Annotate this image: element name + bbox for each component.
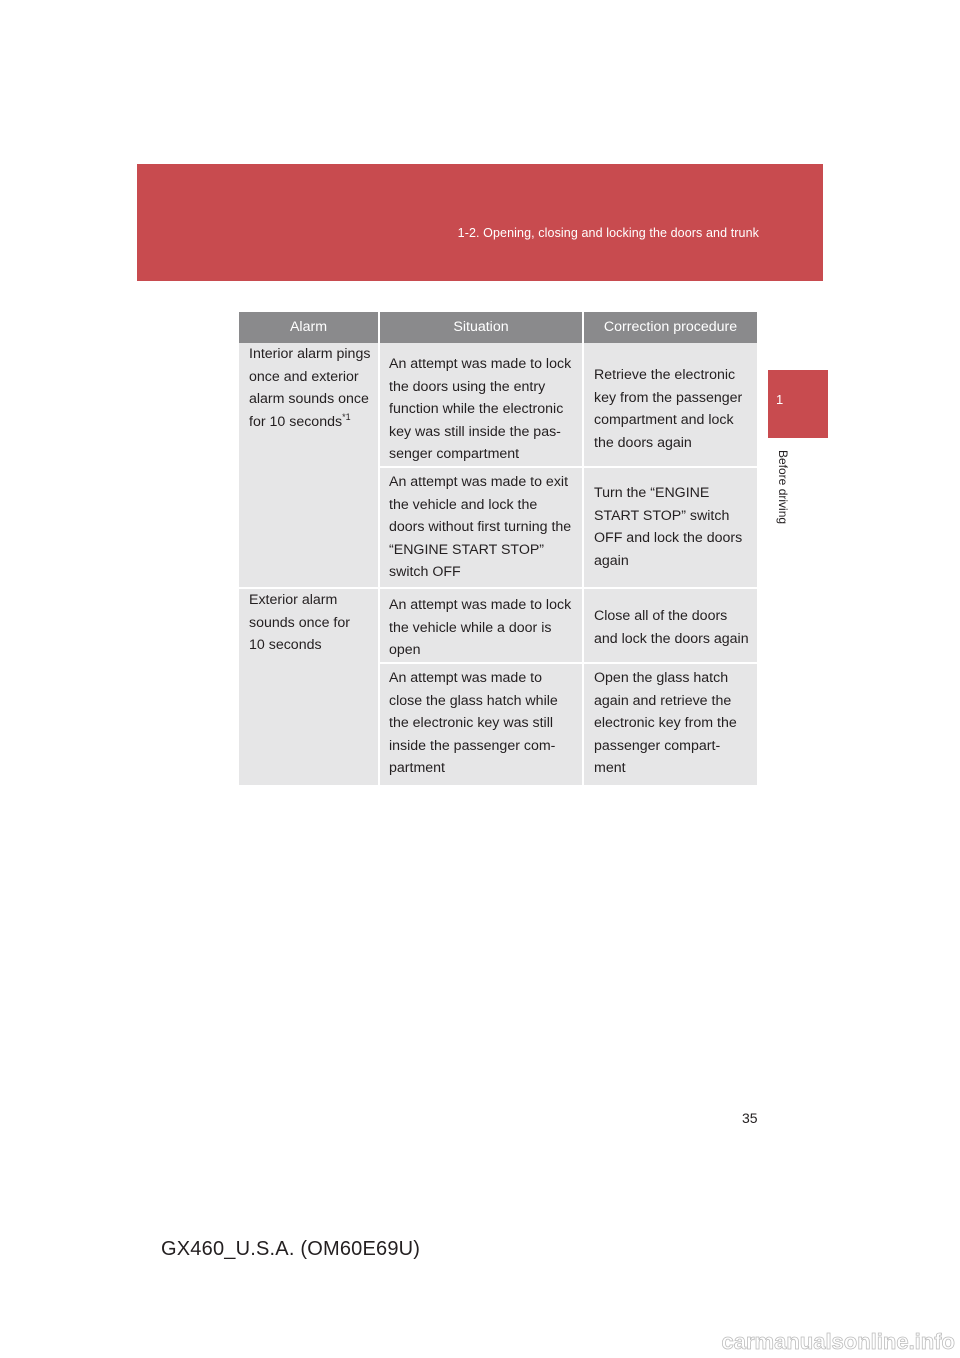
table-header-row — [239, 312, 757, 343]
table-row — [239, 589, 757, 664]
situation-cell — [380, 589, 584, 664]
correction-text: Close all of the doors and lock the doors again — [594, 607, 749, 647]
correction-cell — [584, 468, 757, 589]
header-correction-procedure: Correction procedure — [584, 312, 757, 343]
alarm-text: Exterior alarm sounds once for 10 seconds — [249, 591, 350, 654]
watermark-text: carmanualsonline.info — [721, 1329, 955, 1354]
alarm-cell — [239, 589, 380, 787]
header-alarm: Alarm — [239, 312, 380, 343]
alarm-cell — [239, 343, 380, 589]
situation-cell — [380, 664, 584, 787]
chapter-number: 1 — [776, 392, 784, 407]
correction-cell — [584, 589, 757, 664]
situation-text: An attempt was made to close the glass hatch while the electronic key was still inside the passenger com- partment — [389, 669, 558, 777]
page-number: 35 — [742, 1110, 758, 1126]
footnote-mark: *1 — [342, 411, 351, 422]
section-title: 1-2. Opening, closing and locking the doors and trunk — [457, 226, 759, 240]
section-header-band — [137, 164, 823, 281]
correction-text: Retrieve the electronic key from the passenger compartment and lock the doors again — [594, 367, 743, 451]
correction-cell — [584, 343, 757, 468]
alarm-table — [239, 312, 757, 787]
watermark-logo — [0, 1323, 960, 1358]
situation-cell — [380, 468, 584, 589]
correction-text: Open the glass hatch again and retrieve the electronic key from the passenger compart- ment — [594, 669, 737, 777]
chapter-tab — [768, 370, 828, 438]
situation-cell — [380, 343, 584, 468]
header-situation: Situation — [380, 312, 584, 343]
chapter-label: Before driving — [776, 450, 790, 525]
document-code: GX460_U.S.A. (OM60E69U) — [161, 1238, 421, 1260]
correction-cell — [584, 664, 757, 787]
correction-text: Turn the “ENGINE START STOP” switch OFF and lock the doors again — [594, 484, 743, 569]
table-row — [239, 343, 757, 468]
alarm-text: Interior alarm pings once and exterior alarm sounds once for 10 seconds — [249, 346, 371, 430]
situation-text: An attempt was made to lock the vehicle while a door is open — [389, 596, 572, 659]
situation-text: An attempt was made to lock the doors using the entry function while the electronic key was still inside the pas- senger compartment — [389, 356, 572, 463]
situation-text: An attempt was made to exit the vehicle and lock the doors without first turning the “ENGINE START STOP” switch OFF — [389, 473, 572, 581]
